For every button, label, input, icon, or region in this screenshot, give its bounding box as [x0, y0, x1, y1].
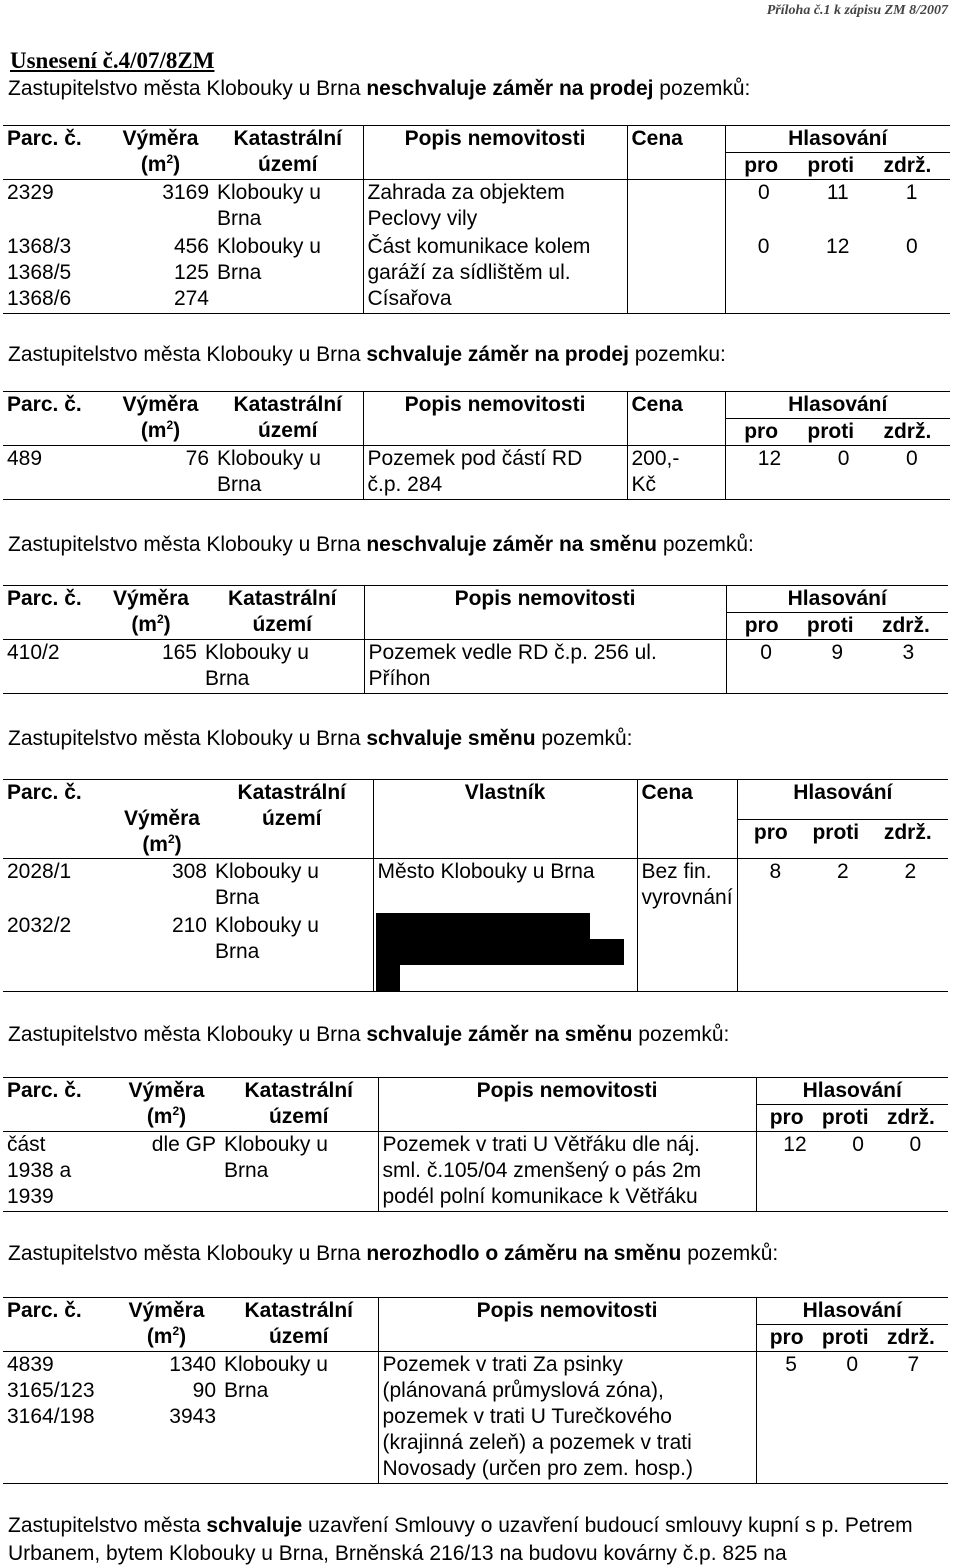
proti-label: proti [807, 154, 855, 177]
area-line: 3943 [169, 1405, 216, 1428]
price [627, 234, 725, 314]
vote-subheader [756, 1325, 948, 1352]
uzemi-label: území [261, 807, 322, 830]
parcel-table [3, 1297, 948, 1484]
intro-text: Zastupitelstvo města Klobouky u Brna [8, 77, 367, 100]
vymera-label: Výměra [122, 127, 199, 150]
redacted-block [376, 913, 590, 939]
col-header-hlasovani: Hlasování [737, 780, 948, 820]
parcel-line: část [7, 1133, 46, 1156]
description-line: pozemek v trati U Turečkového [382, 1405, 672, 1428]
unit-label [112, 152, 209, 178]
vote-zdrz: 0 [909, 1133, 922, 1156]
cadastral-line: Klobouky u [224, 1133, 328, 1156]
price [627, 180, 725, 234]
zdrz-label: zdrž. [881, 614, 930, 637]
property-description [378, 1352, 756, 1484]
parcel-table [3, 1077, 948, 1212]
unit-exponent: 2 [172, 1324, 180, 1338]
intro-suffix: pozemků: [656, 533, 754, 556]
owner-line: Město Klobouky u Brna [377, 860, 595, 883]
area-line: 90 [192, 1379, 216, 1402]
parcel-line: 489 [7, 447, 43, 470]
owner [373, 913, 637, 992]
cadastral-area [213, 234, 363, 314]
price [627, 446, 725, 500]
area-line: 1340 [169, 1353, 216, 1376]
table-header [3, 780, 948, 820]
vote-proti: 0 [852, 1133, 864, 1156]
parcel-line: 3164/198 [7, 1405, 95, 1428]
unit-exponent: 2 [156, 612, 164, 626]
col-header-vymera [108, 126, 213, 180]
vymera-label: Výměra [128, 1299, 205, 1322]
parcel-area [108, 446, 213, 500]
cadastral-line: Brna [217, 260, 262, 284]
katastr-label: Katastrální [244, 1079, 354, 1102]
property-description [378, 1132, 756, 1212]
col-header-popis: Popis nemovitosti [378, 1298, 756, 1352]
unit-exponent: 2 [166, 152, 174, 166]
pro-label: pro [744, 614, 779, 637]
description-line: Část komunikace kolem [367, 234, 591, 258]
unit-text: (m [142, 833, 168, 856]
col-header-parc: Parc. č. [3, 586, 101, 640]
col-header-popis: Popis nemovitosti [378, 1078, 756, 1132]
col-header-parc: Parc. č. [3, 1078, 113, 1132]
parcel-line: 1368/5 [7, 260, 72, 284]
vote-subheader [725, 419, 950, 446]
unit-exponent: 2 [172, 1104, 180, 1118]
cadastral-area [213, 180, 363, 234]
vote-result [737, 913, 948, 992]
proti-label: proti [821, 1106, 869, 1129]
cadastral-line: Klobouky u [205, 641, 309, 664]
parcel-line: 3165/123 [7, 1379, 95, 1402]
vote-zdrz: 1 [905, 181, 918, 204]
vote-pro: 0 [758, 181, 770, 204]
parcel-line: 1938 a [7, 1159, 72, 1182]
cadastral-line: Brna [215, 939, 260, 963]
section-intro [8, 1241, 778, 1267]
cadastral-line: Brna [215, 886, 260, 909]
cadastral-line: Brna [224, 1159, 269, 1182]
area-line: 210 [171, 913, 207, 937]
cadastral-line: Klobouky u [217, 234, 321, 258]
col-header-katastr [213, 126, 363, 180]
vote-subheader [726, 613, 948, 640]
table-row [3, 913, 948, 992]
intro-decision: schvaluje záměr na směnu [366, 1023, 633, 1046]
price [637, 913, 737, 992]
col-header-cena: Cena [637, 780, 737, 859]
vote-proti: 0 [837, 447, 850, 470]
redacted-block [376, 965, 400, 991]
col-header-hlasovani: Hlasování [725, 392, 950, 419]
vote-zdrz: 2 [904, 860, 917, 883]
unit-close: ) [174, 833, 182, 856]
pro-label: pro [744, 154, 779, 177]
area-line: 125 [173, 260, 209, 284]
vote-pro: 5 [785, 1353, 797, 1376]
page-header: Příloha č.1 k zápisu ZM 8/2007 [766, 3, 948, 18]
property-description [363, 234, 627, 314]
description-line: Pozemek v trati Za psinky [382, 1353, 623, 1376]
intro-suffix: pozemků: [535, 727, 633, 750]
vote-pro: 12 [757, 447, 782, 470]
unit-text: (m [140, 153, 167, 176]
table-row [3, 1352, 948, 1484]
description-line: č.p. 284 [367, 473, 443, 496]
col-header-parc: Parc. č. [3, 392, 108, 446]
final-text-post: uzavření Smlouvy o uzavření budoucí smlouvy kupní s p. Petrem Urbanem, bytem Klobouky u Brna, Brněnská 216/13 na budovu kovárny č.p. 825 na [8, 1514, 913, 1565]
vote-zdrz: 0 [905, 447, 918, 470]
vote-subheader [725, 153, 950, 180]
zdrz-label: zdrž. [883, 420, 932, 443]
table-header [3, 1298, 948, 1325]
final-text-bold: schvaluje [206, 1514, 303, 1537]
parcel-area [108, 234, 213, 314]
proti-label: proti [807, 420, 855, 443]
final-paragraph [8, 1512, 953, 1568]
resolution-title: Usnesení č.4/07/8ZM [10, 48, 215, 73]
vote-result [725, 180, 950, 234]
col-header-hlasovani: Hlasování [725, 126, 950, 153]
col-header-katastr [211, 780, 373, 859]
col-header-vymera [113, 1298, 220, 1352]
price-line: Bez fin. [641, 860, 712, 883]
parcel-number [3, 446, 108, 500]
section-intro [8, 76, 750, 102]
vote-pro: 0 [760, 641, 772, 664]
proti-label: proti [806, 614, 854, 637]
uzemi-label: území [268, 1105, 329, 1128]
zdrz-label: zdrž. [886, 1326, 935, 1349]
intro-decision: neschvaluje záměr na směnu [366, 533, 657, 556]
pro-label: pro [744, 420, 779, 443]
unit-text: (m [146, 1325, 173, 1348]
parcel-table [3, 779, 948, 992]
parcel-area [113, 859, 211, 913]
unit-close: ) [173, 419, 181, 442]
intro-text: Zastupitelstvo města Klobouky u Brna [8, 533, 367, 556]
section-intro [8, 1022, 729, 1048]
unit-text: (m [140, 419, 167, 442]
intro-suffix: pozemků: [681, 1242, 779, 1265]
table-row [3, 446, 950, 500]
vote-proti: 9 [831, 641, 844, 664]
col-header-popis: Popis nemovitosti [363, 126, 627, 180]
vote-result [725, 234, 950, 314]
parcel-table [3, 585, 948, 694]
cadastral-area [213, 446, 363, 500]
price-line: vyrovnání [641, 886, 733, 909]
intro-decision: schvaluje záměr na prodej [366, 343, 629, 366]
parcel-line: 2028/1 [7, 860, 72, 883]
col-header-popis: Popis nemovitosti [363, 392, 627, 446]
katastr-label: Katastrální [233, 393, 343, 416]
intro-text: Zastupitelstvo města Klobouky u Brna [8, 343, 367, 366]
vote-pro: 8 [769, 860, 782, 883]
vote-result [756, 1352, 948, 1484]
parcel-number [3, 1132, 113, 1212]
cadastral-area [220, 1352, 378, 1484]
uzemi-label: území [257, 153, 318, 176]
cadastral-line: Klobouky u [215, 860, 319, 883]
description-line: Pozemek vedle RD č.p. 256 ul. [368, 641, 657, 664]
intro-text: Zastupitelstvo města Klobouky u Brna [8, 1242, 367, 1265]
unit-close: ) [179, 1105, 187, 1128]
unit-label [112, 418, 209, 444]
intro-suffix: pozemků: [653, 77, 751, 100]
parcel-area [113, 1352, 220, 1484]
katastr-label: Katastrální [227, 587, 337, 610]
vote-proti: 2 [836, 860, 849, 883]
col-header-vlastnik: Vlastník [373, 780, 637, 859]
table-header [3, 1078, 948, 1105]
table-header [3, 392, 950, 419]
unit-close: ) [179, 1325, 187, 1348]
redacted-block [376, 939, 624, 965]
property-description [363, 446, 627, 500]
description-line: Císařova [367, 286, 452, 310]
parcel-table [3, 125, 950, 314]
section-intro [8, 532, 754, 558]
parcel-line: 1368/3 [7, 234, 72, 258]
price-line: 200,- [631, 447, 680, 470]
description-line: Pozemek pod částí RD [367, 447, 583, 470]
col-header-hlasovani: Hlasování [756, 1298, 948, 1325]
parcel-area [113, 1132, 220, 1212]
cadastral-area [211, 859, 373, 913]
uzemi-label: území [268, 1325, 329, 1348]
katastr-label: Katastrální [244, 1299, 354, 1322]
cadastral-line: Brna [224, 1379, 269, 1402]
unit-label [117, 1324, 216, 1350]
vote-proti: 12 [826, 234, 850, 258]
zdrz-label: zdrž. [883, 154, 932, 177]
col-header-parc: Parc. č. [3, 1298, 113, 1352]
description-line: (krajinná zeleň) a pozemek v trati [382, 1431, 692, 1454]
property-description [363, 180, 627, 234]
parcel-line: 2329 [7, 181, 54, 204]
vote-result [737, 859, 948, 913]
col-header-katastr [213, 392, 363, 446]
parcel-line: 4839 [7, 1353, 54, 1376]
unit-label [117, 832, 207, 858]
col-header-popis: Popis nemovitosti [364, 586, 726, 640]
vote-subheader [756, 1105, 948, 1132]
vote-zdrz: 3 [902, 641, 915, 664]
pro-label: pro [769, 1106, 804, 1129]
area-line: dle GP [151, 1133, 216, 1156]
cadastral-area [220, 1132, 378, 1212]
col-header-hlasovani: Hlasování [726, 586, 948, 613]
vote-zdrz: 7 [907, 1353, 920, 1376]
cadastral-line: Brna [217, 207, 262, 230]
pro-label: pro [753, 820, 788, 844]
table-row [3, 234, 950, 314]
parcel-number [3, 913, 113, 992]
area-line: 274 [173, 286, 209, 310]
table-row [3, 859, 948, 913]
description-line: Peclovy vily [367, 207, 478, 230]
intro-decision: neschvaluje záměr na prodej [366, 77, 654, 100]
property-description [364, 640, 726, 694]
section-intro [8, 726, 632, 752]
parcel-number [3, 859, 113, 913]
col-header-vymera [108, 392, 213, 446]
description-line: Zahrada za objektem [367, 181, 565, 204]
parcel-number [3, 234, 108, 314]
description-line: Novosady (určen pro zem. hosp.) [382, 1457, 693, 1480]
unit-text: (m [146, 1105, 173, 1128]
parcel-line: 1368/6 [7, 286, 72, 310]
table-header [3, 126, 950, 153]
parcel-line: 410/2 [7, 641, 60, 664]
area-line: 76 [185, 447, 209, 470]
intro-text: Zastupitelstvo města Klobouky u Brna [8, 727, 367, 750]
area-line: 308 [171, 860, 207, 883]
col-header-katastr [220, 1298, 378, 1352]
parcel-area [113, 913, 211, 992]
proti-label: proti [812, 820, 860, 844]
col-header-parc: Parc. č. [3, 126, 108, 180]
cadastral-line: Klobouky u [215, 913, 319, 937]
unit-close: ) [163, 613, 171, 636]
unit-text: (m [131, 613, 157, 636]
description-line: (plánovaná průmyslová zóna), [382, 1379, 664, 1402]
parcel-number [3, 180, 108, 234]
vote-zdrz: 0 [905, 234, 918, 258]
table-row [3, 180, 950, 234]
intro-decision: schvaluje směnu [366, 727, 536, 750]
description-line: podél polní komunikace k Větřáku [382, 1185, 698, 1208]
intro-suffix: pozemku: [628, 343, 726, 366]
uzemi-label: území [257, 419, 318, 442]
table-row [3, 640, 948, 694]
table-row [3, 1132, 948, 1212]
col-header-vymera [101, 586, 201, 640]
parcel-line: 1939 [7, 1185, 54, 1208]
area-line: 3169 [162, 181, 209, 204]
unit-exponent: 2 [166, 418, 174, 432]
vote-proti: 0 [846, 1353, 859, 1376]
cadastral-line: Klobouky u [224, 1353, 328, 1376]
vote-pro: 0 [757, 234, 770, 258]
cadastral-line: Brna [217, 473, 262, 496]
parcel-line: 2032/2 [7, 913, 72, 937]
katastr-label: Katastrální [237, 781, 347, 804]
unit-exponent: 2 [167, 832, 175, 846]
vote-result [726, 640, 948, 694]
col-header-vymera [113, 780, 211, 859]
zdrz-label: zdrž. [883, 820, 932, 844]
unit-close: ) [173, 153, 181, 176]
area-line: 165 [161, 641, 197, 664]
intro-decision: nerozhodlo o záměru na směnu [366, 1242, 682, 1265]
table-header [3, 586, 948, 613]
pro-label: pro [769, 1326, 804, 1349]
col-header-katastr [201, 586, 364, 640]
zdrz-label: zdrž. [886, 1106, 935, 1129]
parcel-number [3, 1352, 113, 1484]
intro-text: Zastupitelstvo města Klobouky u Brna [8, 1023, 367, 1046]
parcel-number [3, 640, 101, 694]
vote-result [756, 1132, 948, 1212]
final-text-pre: Zastupitelstvo města [8, 1514, 207, 1537]
vote-pro: 12 [783, 1133, 807, 1156]
parcel-table [3, 391, 950, 500]
proti-label: proti [821, 1326, 869, 1349]
price [637, 859, 737, 913]
description-line: Pozemek v trati U Větřáku dle náj. [382, 1133, 700, 1156]
vymera-label: Výměra [124, 807, 200, 830]
vote-subheader [737, 819, 948, 859]
section-intro [8, 342, 726, 368]
cadastral-area [201, 640, 364, 694]
price-line: Kč [631, 473, 657, 496]
col-header-katastr [220, 1078, 378, 1132]
vymera-label: Výměra [122, 393, 199, 416]
vymera-label: Výměra [128, 1079, 205, 1102]
cadastral-line: Brna [205, 667, 250, 690]
owner [373, 859, 637, 913]
unit-label [105, 612, 197, 638]
col-header-parc: Parc. č. [3, 780, 113, 859]
description-line: Příhon [368, 667, 431, 690]
parcel-area [101, 640, 201, 694]
cadastral-line: Klobouky u [217, 181, 321, 204]
col-header-hlasovani: Hlasování [756, 1078, 948, 1105]
cadastral-area [211, 913, 373, 992]
area-line: 456 [173, 234, 209, 258]
col-header-cena: Cena [627, 126, 725, 180]
col-header-vymera [113, 1078, 220, 1132]
vote-proti: 11 [826, 181, 849, 204]
katastr-label: Katastrální [233, 127, 343, 150]
cadastral-line: Klobouky u [217, 447, 321, 470]
vymera-label: Výměra [113, 587, 189, 610]
description-line: garáží za sídlištěm ul. [367, 260, 571, 284]
intro-suffix: pozemků: [632, 1023, 730, 1046]
col-header-cena: Cena [627, 392, 725, 446]
uzemi-label: území [252, 613, 312, 636]
vote-result [725, 446, 950, 500]
description-line: sml. č.105/04 zmenšený o pás 2m [382, 1159, 702, 1182]
parcel-area [108, 180, 213, 234]
unit-label [117, 1104, 216, 1130]
